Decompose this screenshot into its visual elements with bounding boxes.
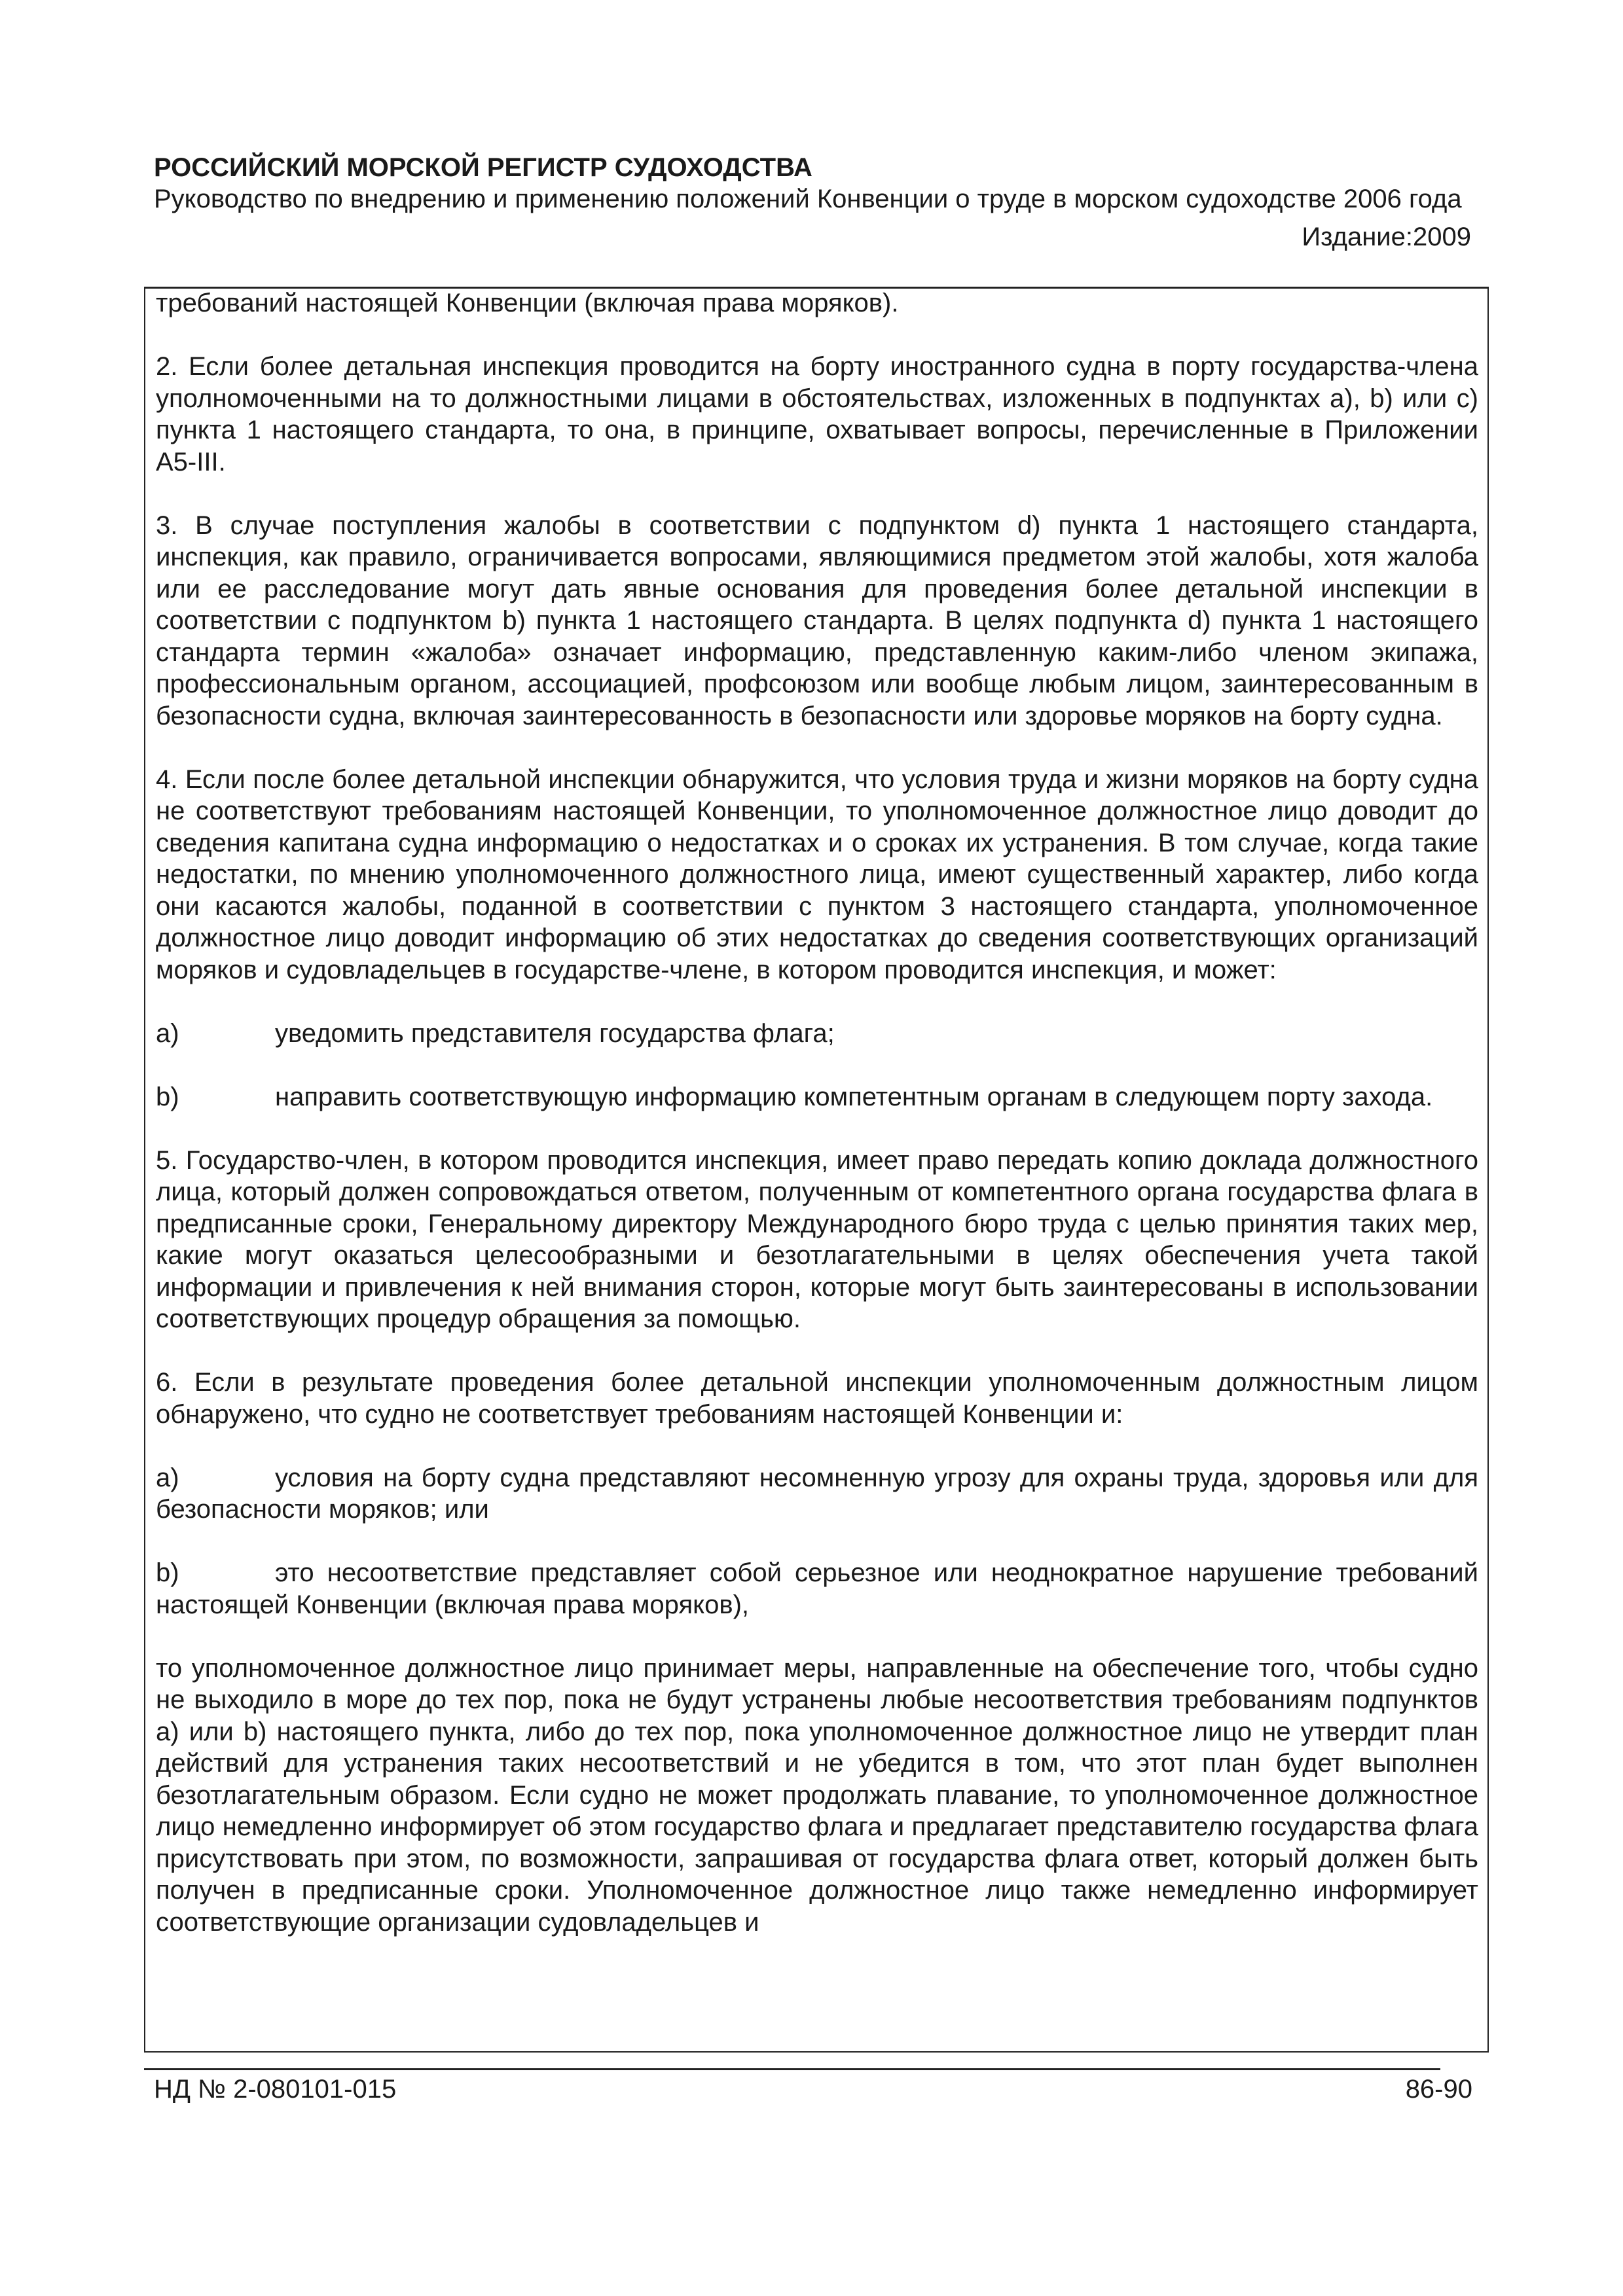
list-item-6b <box>156 1557 1478 1621</box>
paragraph-5: 5. Государство-член, в котором проводится инспекция, имеет право передать копию доклада должностного лица, который должен сопровождаться ответом, полученным от компетентного органа государства флага в предписанные сроки, Генеральному директору Международного бюро труда с целью принятия таких мер, какие могут оказаться целесообразными и безотлагательными в целях обеспечения учета такой информации и привлечения к ней внимания сторон, которые могут быть заинтересованы в использовании соответствующих процедур обращения за помощью. <box>156 1145 1478 1333</box>
list-marker: b) <box>156 1558 179 1587</box>
document-title: Руководство по внедрению и применению положений Конвенции о труде в морском судоходстве 2006 года <box>154 185 1462 213</box>
document-body <box>156 289 1478 1970</box>
list-marker: a) <box>156 1463 179 1492</box>
list-item-6a <box>156 1462 1478 1526</box>
list-item-text: это несоответствие представляет собой серьезное или неоднократное нарушение требований настоящей Конвенции (включая права моряков), <box>156 1558 1478 1619</box>
list-item-4a <box>156 1018 1478 1050</box>
paragraph-continuation: требований настоящей Конвенции (включая права моряков). <box>156 289 899 317</box>
page-footer <box>154 2073 1476 2105</box>
paragraph-4: 4. Если после более детальной инспекции обнаружится, что условия труда и жизни моряков на борту судна не соответствуют требованиям настоящей Конвенции, то уполномоченное должностное лицо доводит до сведения капитана судна информацию о недостатках и о сроках их устранения. В том случае, когда такие недостатки, по мнению уполномоченного должностного лица, имеют существенный характер, либо когда они касаются жалобы, поданной в соответствии с пунктом 3 настоящего стандарта, уполномоченное должностное лицо доводит информацию об этих недостатках до сведения соответствующих организаций моряков и судовладельцев в государстве-члене, в котором проводится инспекция, и может: <box>156 764 1478 984</box>
page-header <box>154 152 1476 253</box>
footer-divider <box>144 2068 1440 2070</box>
paragraph-6: 6. Если в результате проведения более детальной инспекции уполномоченным должностным лицом обнаружено, что судно не соответствует требованиям настоящей Конвенции и: <box>156 1368 1478 1429</box>
paragraph-3: 3. В случае поступления жалобы в соответствии с подпунктом d) пункта 1 настоящего стандарта, инспекция, как правило, ограничивается вопросами, являющимися предметом этой жалобы, хотя жалоба или ее расследование могут дать явные основания для проведения более детальной инспекции в соответствии с подпунктом b) пункта 1 настоящего стандарта. В целях подпункта d) пункта 1 настоящего стандарта термин «жалоба» означает информацию, представленную каким-либо членом экипажа, профессиональным органом, ассоциацией, профсоюзом или вообще любым лицом, заинтересованным в безопасности судна, включая заинтересованность в безопасности или здоровье моряков на борту судна. <box>156 511 1478 730</box>
edition-label: Издание:2009 <box>1302 223 1471 251</box>
page-number: 86-90 <box>1405 2075 1472 2104</box>
list-item-text: уведомить представителя государства флага; <box>275 1018 835 1048</box>
list-item-text: направить соответствующую информацию компетентным органам в следующем порту захода. <box>275 1082 1433 1111</box>
content-frame <box>144 287 1489 2053</box>
list-marker: a) <box>156 1018 179 1048</box>
list-item-text: условия на борту судна представляют несомненную угрозу для охраны труда, здоровья или для безопасности моряков; или <box>156 1463 1478 1524</box>
paragraph-2: 2. Если более детальная инспекция проводится на борту иностранного судна в порту государства-члена уполномоченными на то должностными лицами в обстоятельствах, изложенных в подпунктах а), b) или с) пункта 1 настоящего стандарта, то она, в принципе, охватывает вопросы, перечисленные в Приложении А5-III. <box>156 352 1478 476</box>
organization-name: РОССИЙСКИЙ МОРСКОЙ РЕГИСТР СУДОХОДСТВА <box>154 153 812 182</box>
paragraph-7: то уполномоченное должностное лицо принимает меры, направленные на обеспечение того, чтобы судно не выходило в море до тех пор, пока не будут устранены любые несоответствия требованиям подпунктов а) или b) настоящего пункта, либо до тех пор, пока уполномоченное должностное лицо не утвердит план действий для устранения таких несоответствий и не убедится в том, что этот план будет выполнен безотлагательным образом. Если судно не может продолжать плавание, то уполномоченное должностное лицо немедленно информирует об этом государство флага и предлагает представителю государства флага присутствовать при этом, по возможности, запрашивая от государства флага ответ, который должен быть получен в предписанные сроки. Уполномоченное должностное лицо также немедленно информирует соответствующие организации судовладельцев и <box>156 1653 1478 1937</box>
list-marker: b) <box>156 1082 179 1111</box>
list-item-4b <box>156 1081 1478 1113</box>
document-number: НД № 2-080101-015 <box>154 2075 397 2104</box>
